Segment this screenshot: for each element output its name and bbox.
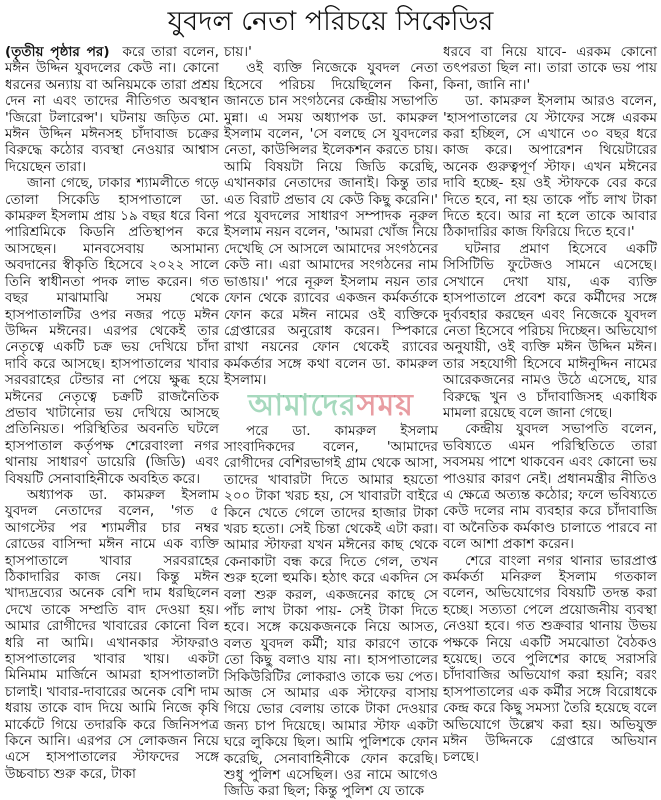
paragraph: কেন্দ্রীয় যুবদল সভাপতি বলেন, ভবিষ্যতে এমন পরিস্থিতিতে তারা সবসময় পাশে থাকবেন এবং কোনো ভয় পাওয়ার কারণ নেই। প্রধানমন্ত্রীর নীতিও এ ক্ষেত্রে অত্যন্ত কঠোর; ফলে ভবিষ্যতে কেউ দলের নাম ব্যবহার করে চাঁদাবাজি বা অনৈতিক কর্মকাণ্ড চালাতে পারবে না বলে আশা প্রকাশ করেন। xyxy=(443,421,657,553)
paragraph: ডা. কামরুল ইসলাম আরও বলেন, 'হাসপাতালের যে স্টাফের সঙ্গে এরকম করা হচ্ছিল, সে এখানে ৩০ বছর ধরে কাজ করে। অপারেশন থিয়েটারের অনেক গুরুত্বপূর্ণ স্টাফ। এখন মঈনের দাবি হচ্ছে- হয় ওই স্টাফকে বের করে দিতে হবে, না হয় তাকে পাঁচ লাখ টাকা দিতে হবে। আর না হলে তাকে আবার ঠিকাদারির কাজ ফিরিয়ে দিতে হবে।' xyxy=(443,93,657,241)
newspaper-watermark-logo xyxy=(224,389,438,423)
paragraph: ওই ব্যক্তি নিজেকে যুবদল নেতা হিসেবে পরিচয় দিয়েছিলেন কিনা, জানতে চান সংগঠনের কেন্দ্রীয় সভাপতি মুন্না। এ সময় অধ্যাপক ডা. কামরুল ইসলাম বলেন, 'সে বলছে সে যুবদলের নেতা, কাউন্সিলর ইলেকশন করতে চায়। আমি বিষয়টা নিয়ে জিডি করেছি, এখানকার নেতাদের জানাই। কিন্তু তার এত বিরাট প্রভাব যে কেউ কিছু করেনি।' পরে যুবদলের সাধারণ সম্পাদক নূরুল ইসলাম নয়ন বলেন, 'আমরা খোঁজ নিয়ে দেখেছি সে আসলে আমাদের সংগঠনের কেউ না। এরা আমাদের সংগঠনের নাম ভাঙায়।' পরে নূরুল ইসলাম নয়ন তার ফোন থেকে র‌্যাবের একজন কর্মকর্তাকে ফোন করে মঈন নামের ওই ব্যক্তিকে গ্রেপ্তারের অনুরোধ করেন। স্পিকারে রাখা নয়নের ফোন থেকেই র‌্যাবের কর্মকর্তার সঙ্গে কথা বলেন ডা. কামরুল ইসলাম। xyxy=(224,60,438,389)
paragraph-text: করে তারা বলেন, মঈন উদ্দিন যুবদলের কেউ না। কোনো ধরনের অন্যায় বা অনিয়মকে তারা প্রশ্রয় দেন না এবং তাদের নীতিগত অবস্থান 'জিরো টলারেন্স'। ঘটনায় জড়িত মো. মঈন উদ্দিন মঈনসহ চাঁদাবাজ চক্রের বিরুদ্ধে কঠোর ব্যবস্থা নেওয়ার আশ্বাস দিয়েছেন তারা। xyxy=(5,44,219,175)
paragraph: জানা গেছে, ঢাকার শ্যামলীতে গড়ে তোলা সিকেডি হাসপাতালে ডা. কামরুল ইসলাম প্রায় ১৯ বছর ধরে বিনা পারিশ্রমিকে কিডনি প্রতিস্থাপন করে আসছেন। মানবসেবায় অসামান্য অবদানের স্বীকৃতি হিসেবে ২০২২ সালে তিনি স্বাধীনতা পদক লাভ করেন। গত বছর মাঝামাঝি সময় থেকে হাসপাতালটির ওপর নজর পড়ে মঈন উদ্দিন মঈনের। এরপর থেকেই তার নেতৃত্বে একটি চক্র ভয় দেখিয়ে চাঁদা দাবি করে আসছে। হাসপাতালের খাবার সরবরাহের টেন্ডার না পেয়ে ক্ষুব্ধ হয়ে মঈনের নেতৃত্বে চক্রটি রাজনৈতিক প্রভাব খাটানোর ভয় দেখিয়ে আসছে প্রতিনিয়ত। পরিস্থিতির অবনতি ঘটলে হাসপাতাল কর্তৃপক্ষ শেরেবাংলা নগর থানায় সাধারণ ডায়েরি (জিডি) এবং বিষয়টি সেনাবাহিনীকে অবহিত করে। xyxy=(5,175,219,487)
watermark-part-2: সময় xyxy=(356,387,414,423)
continued-from-label: (তৃতীয় পৃষ্ঠার পর) xyxy=(5,44,110,60)
watermark-part-1: আমাদের xyxy=(248,387,357,423)
headline: যুবদল নেতা পরিচয়ে সিকেডির xyxy=(167,6,494,37)
article-column-2 xyxy=(224,44,438,800)
paragraph xyxy=(5,44,219,175)
paragraph: ঘটনার প্রমাণ হিসেবে একটি সিসিটিভি ফুটেজও সামনে এসেছে। সেখানে দেখা যায়, এক ব্যক্তি হাসপাতালে প্রবেশ করে কর্মীদের সঙ্গে দুর্ব্যবহার করছেন এবং নিজেকে যুবদল নেতা হিসেবে পরিচয় দিচ্ছেন। অভিযোগ অনুযায়ী, ওই ব্যক্তি মঈন উদ্দিন মঈন। তার সহযোগী হিসেবে মাঈনুদ্দিন নামের আরেকজনের নামও উঠে এসেছে, যার বিরুদ্ধে খুন ও চাঁদাবাজিসহ একাধিক মামলা রয়েছে বলে জানা গেছে। xyxy=(443,240,657,421)
article-column-1 xyxy=(5,44,219,782)
paragraph: পরে ডা. কামরুল ইসলাম সাংবাদিকদের বলেন, 'আমাদের রোগীদের বেশিরভাগই গ্রাম থেকে আসা, তাদের খাবারটা দিতে আমার হয়তো ২০০ টাকা খরচ হয়, সে খাবারটা বাইরে কিনে খেতে গেলে তাদের হাজার টাকা খরচ হতো। সেই চিন্তা থেকেই এটা করা। আমার স্টাফরা যখন মঈনের কাছ থেকে কেনাকাটা বন্ধ করে দিতে গেল, তখন শুরু হলো হুমকি। হঠাৎ করে একদিন সে বলা শুরু করল, একজনের কাছে সে পাঁচ লাখ টাকা পায়- সেই টাকা দিতে হবে। সঙ্গে কয়েকজনকে নিয়ে আসত, বলত যুবদল কর্মী; যার কারণে তাকে তো কিছু বলাও যায় না। হাসপাতালের সিকিউরিটির লোকরাও তাকে ভয় পেত। আজ সে আমার এক স্টাফের বাসায় গিয়ে ভোর বেলায় তাকে টাকা দেওয়ার জন্য চাপ দিয়েছে। আমার স্টাফ একটা ঘরে লুকিয়ে ছিল। আমি পুলিশকে ফোন করেছি, সেনাবাহিনীকে ফোন করেছি। শুধু পুলিশ এসেছিল। ওর নামে আগেও জিডি করা ছিল; কিন্তু পুলিশ যে তাকে xyxy=(224,422,438,800)
paragraph: শেরে বাংলা নগর থানার ভারপ্রাপ্ত কর্মকর্তা মনিরুল ইসলাম গতকাল বলেন, অভিযোগের বিষয়টি তদন্ত করা হচ্ছে। সত্যতা পেলে প্রয়োজনীয় ব্যবস্থা নেওয়া হবে। গত শুক্রবার থানায় উভয় পক্ষকে নিয়ে একটি সমঝোতা বৈঠকও হয়েছে। তবে পুলিশের কাছে সরাসরি চাঁদাবাজির অভিযোগ করা হয়নি; বরং হাসপাতালের এক কর্মীর সঙ্গে বিরোধকে কেন্দ্র করে কিছু সমস্যা তৈরি হয়েছে বলে অভিযোগে উল্লেখ করা হয়। অভিযুক্ত মঈন উদ্দিনকে গ্রেপ্তারে অভিযান চলছে। xyxy=(443,552,657,766)
paragraph: চায়।' xyxy=(224,44,252,60)
paragraph: ধরবে বা নিয়ে যাবে- এরকম কোনো তৎপরতা ছিল না। তারা তাকে ভয় পায় কিনা, জানি না।' xyxy=(443,44,657,93)
paragraph: অধ্যাপক ডা. কামরুল ইসলাম যুবদল নেতাদের বলেন, 'গত ৫ আগস্টের পর শ্যামলীর চার নম্বর রোডের বাসিন্দা মঈন নামে এক ব্যক্তি হাসপাতালে খাবার সরবরাহের ঠিকাদারির কাজ নেয়। কিন্তু মঈন খাদ্যদ্রব্যের অনেক বেশি দাম ধরছিলেন দেখে তাকে সম্প্রতি বাদ দেওয়া হয়। আমার রোগীদের খাবারের কোনো বিল ধরি না আমি। এখানকার স্টাফরাও হাসপাতালের খাবার খায়। একটা মিনিমাম মার্জিনে আমরা হাসপাতালটা চালাই। খাবার-দাবারের অনেক বেশি দাম ধরায় তাকে বাদ দিয়ে আমি নিজে কৃষি মার্কেটে গিয়ে তদারকি করে জিনিসপত্র কিনে আনি। এরপর সে লোকজন নিয়ে এসে হাসপাতালের স্টাফদের সঙ্গে উচ্চবাচ্য শুরু করে, টাকা xyxy=(5,486,219,782)
article-column-3 xyxy=(443,44,657,766)
